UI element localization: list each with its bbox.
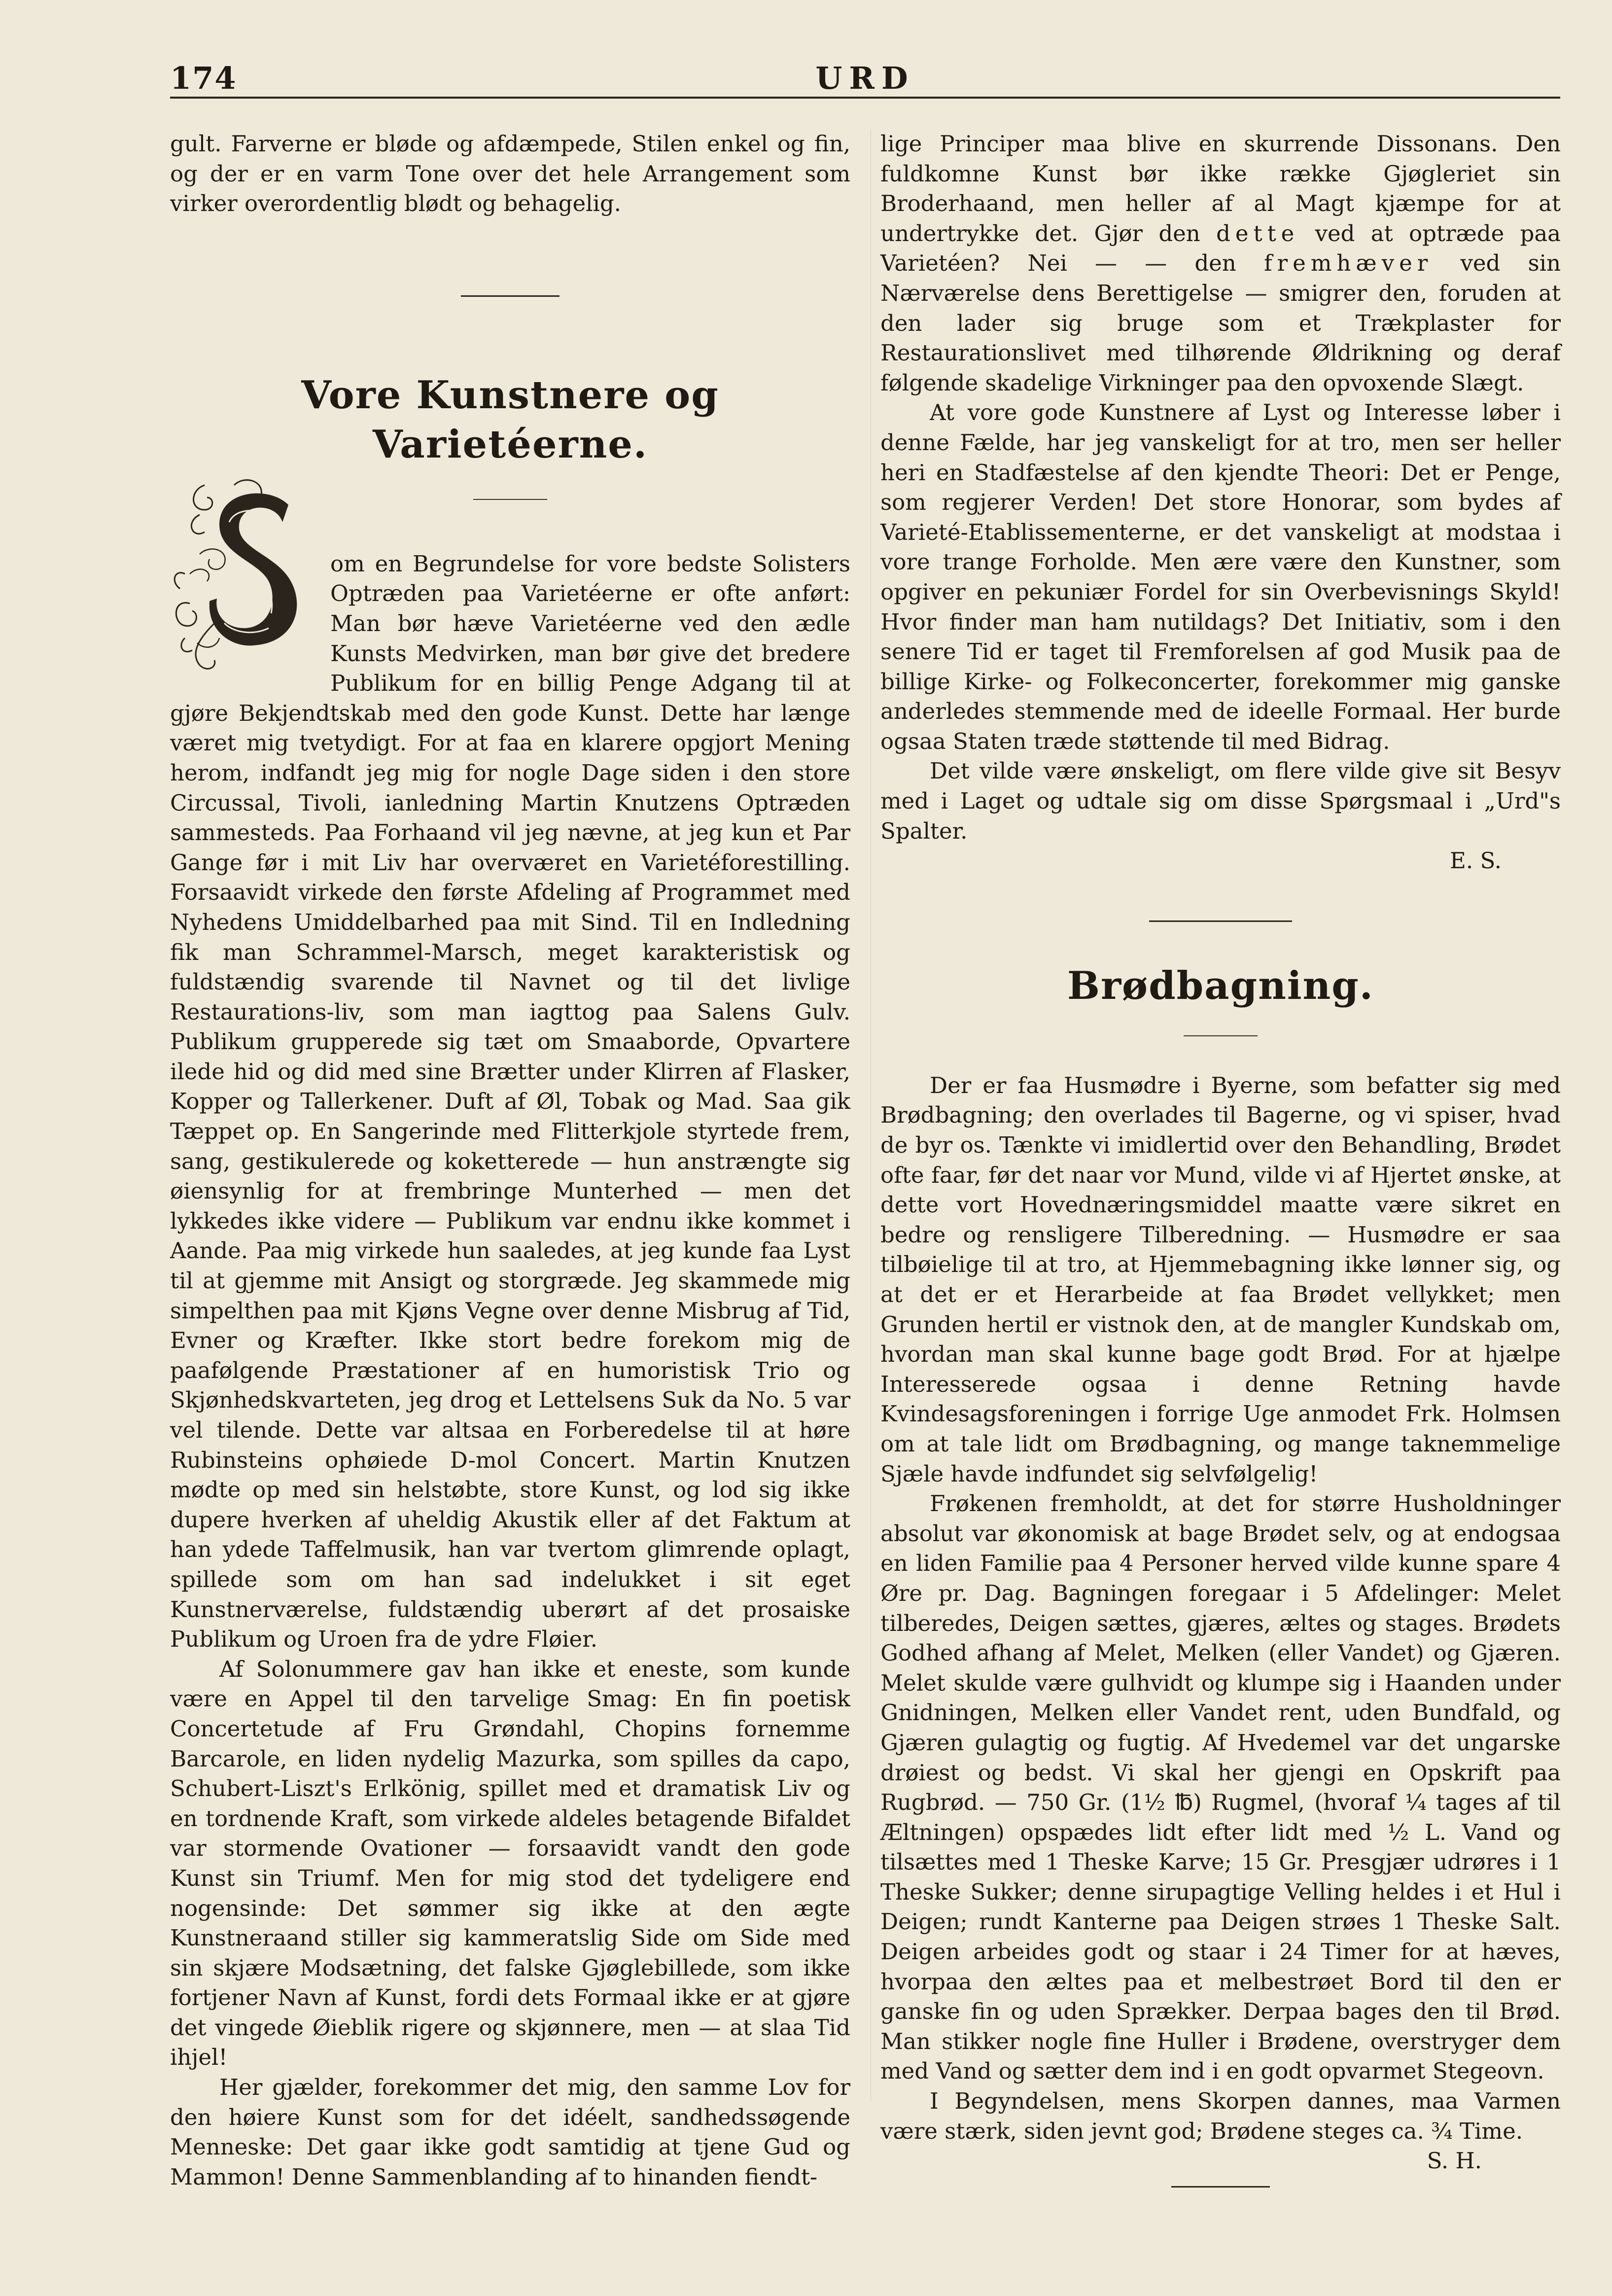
left-column: [170, 129, 850, 2192]
spaced-emphasis: fremhæver: [1263, 250, 1433, 277]
article-paragraph-5: Det vilde være ønskeligt, om flere vilde give sit Besyv med i Laget og udtale sig om disse Spørgsmaal i „Urd"s Spalter.: [880, 758, 1561, 844]
article-paragraph-2: Af Solonummere gav han ikke et eneste, som kunde være en Appel til den tarvelige Smag: En fin poetisk Concertetude af Fru Grøndahl, Chopins fornemme Barcarole, en liden nydelig Mazurka, som spilles da capo, Schubert-Liszt's Erlkönig, spillet med et dramatisk Liv og en tordnende Kraft, som virkede aldeles betagende Bifaldet var stormende Ovationer — forsaavidt vandt den gode Kunst sin Triumf. Men for mig stod det tydeligere end nogensinde: Det sømmer sig ikke at den ægte Kunstneraand stiller sig kammeratslig Side om Side med sin skjære Modsætning, det falske Gjøglebillede, som ikke fortjener Navn af Kunst, fordi dets Formaal ikke er at gjøre det vingede Øieblik rigere og skjønnere, men — at slaa Tid ihjel!: [170, 1656, 850, 2071]
author-signature: E. S.: [1450, 848, 1502, 874]
bread-paragraph-2: Frøkenen fremholdt, at det for større Husholdninger absolut var økonomisk at bage Brødet selv, og at endogsaa en liden Familie paa 4 Personer herved vilde kunne spare 4 Øre pr. Dag. Bagningen foregaar i 5 Afdelinger: Melet tilberedes, Deigen sættes, gjæres, æltes og stages. Brødets Godhed afhang af Melet, Melken (eller Vandet) og Gjæren. Melet skulde være gulhvidt og klumpe sig i Haanden under Gnidningen, Melken eller Vandet rent, uden Bundfald, og Gjæren gulagtig og fugtig. Af Hvedemel var det ungarske drøiest og bedst. Vi skal her gjengi en Opskrift paa Rugbrød. — 750 Gr. (1½ ℔) Rugmel, (hvoraf ¼ tages af til Æltningen) opspædes lidt efter lidt med ½ L. Vand og tilsættes med 1 Theske Karve; 15 Gr. Presgjær udrøres i 1 Theske Sukker; denne sirupagtige Velling heldes i et Hul i Deigen; rundt Kanterne paa Deigen strøes 1 Theske Salt. Deigen arbeides godt og staar i 24 Timer for at hæves, hvorpaa den æltes paa et melbestrøet Bord til den er ganske fin og uden Sprækker. Derpaa bages den til Brød. Man stikker nogle fine Huller i Brødene, overstryger dem med Vand og sætter dem ind i en godt opvarmet Stegeovn.: [880, 1490, 1561, 2084]
author-signature: S. H.: [1427, 2148, 1482, 2174]
article-paragraph-continued: lige Principer maa blive en skurrende Dissonans. Den fuldkomne Kunst bør ikke række Gjøgleriet sin Broderhaand, men heller af al Magt kjæmpe for at undertrykke det. Gjør den dette ved at optræde paa Varietéen? Nei — — den fremhæver ved sin Nærværelse dens Berettigelse — smigrer den, foruden at den lader sig bruge som et Trækplaster for Restaurationslivet med tilhørende Øldrikning og deraf følgende skadelige Virkninger paa den opvoxende Slægt.: [880, 131, 1561, 396]
spaced-emphasis: dette: [1216, 220, 1299, 247]
page-header: [170, 54, 1560, 99]
end-rule: [1171, 2186, 1270, 2188]
intro-paragraph: gult. Farverne er bløde og afdæmpede, Stilen enkel og fin, og der er en varm Tone over det hele Arrangement som virker overordentlig blødt og behagelig.: [170, 131, 850, 217]
article-body: [170, 549, 850, 2192]
page-number: 174: [170, 60, 237, 96]
article-title: Vore Kunstnere og Varietéerne.: [301, 372, 719, 467]
article-paragraph-3: Her gjælder, forekommer det mig, den samme Lov for den høiere Kunst som for det idéelt, sandhedssøgende Menneske: Det gaar ikke godt samtidig at tjene Gud og Mammon! Denne Sammenblanding af to hinanden fiendt-: [170, 2074, 850, 2190]
bread-paragraph-3: I Begyndelsen, mens Skorpen dannes, maa Varmen være stærk, siden jevnt god; Brødene steges ca. ¾ Time.: [880, 2088, 1561, 2144]
right-column: [880, 129, 1561, 2188]
article-title: Brødbagning.: [1067, 963, 1374, 1008]
article-paragraph-4: At vore gode Kunstnere af Lyst og Interesse løber i denne Fælde, har jeg vanskeligt for at tro, men ser heller heri en Stadfæstelse af den kjendte Theori: Det er Penge, som regjerer Verden! Det store Honorar, som bydes af Varieté-Etablissementerne, er det vanskeligt at modstaa i vore trange Forholde. Men ære være den Kunstner, som opgiver en pekuniær Fordel for sin Overbevisnings Skyld! Hvor finder man ham nutildags? Det Initiativ, som i den senere Tid er taget til Fremforelsen af god Musik paa de billige Kirke- og Folkeconcerter, forekommer mig ganske anderledes stemmende med de ideelle Formaal. Her burde ogsaa Staten træde støttende til med Bidrag.: [880, 399, 1561, 754]
bread-paragraph-1: Der er faa Husmødre i Byerne, som befatter sig med Brødbagning; den overlades til Bagerne, og vi spiser, hvad de byr os. Tænkte vi imidlertid over den Behandling, Brødet ofte faar, før det naar vor Mund, vilde vi af Hjertet ønske, at dette vort Hovednæringsmiddel maatte være sikret en bedre og rensligere Tilberedning. — Husmødre er saa tilbøielige til at tro, at Hjemmebagning ikke lønner sig, og at det er et Herarbeide at faa Brødet vellykket; men Grunden hertil er vistnok den, at de mangler Kundskab om, hvordan man skal kunne bage godt Brød. For at hjælpe Interesserede ogsaa i denne Retning havde Kvindesagsforeningen i forrige Uge anmodet Frk. Holmsen om at tale lidt om Brødbagning, og mange taknemmelige Sjæle havde indfundet sig selvfølgelig!: [880, 1072, 1561, 1487]
header-rule: [170, 97, 1560, 99]
article-paragraph-1: om en Begrundelse for vore bedste Solisters Optræden paa Varietéerne er ofte anført: Man bør hæve Varietéerne ved den ædle Kunsts Medvirken, man bør give det bredere Publikum for en billig Penge Adgang til at gjøre Bekjendtskab med den gode Kunst. Dette har længe været mig tvetydigt. For at faa en klarere opgjort Mening herom, indfandt jeg mig for nogle Dage siden i den store Circussal, Tivoli, ianledning Martin Knutzens Optræden sammesteds. Paa Forhaand vil jeg nævne, at jeg kun et Par Gange før i mit Liv har overværet en Varietéforestilling. Forsaavidt virkede den første Afdeling af Programmet med Nyhedens Umiddelbarhed paa mit Sind. Til en Indledning fik man Schrammel-Marsch, meget karakteristisk og fuldstændig svarende til Navnet og til det livlige Restaurations-liv, som man iagttog paa Salens Gulv. Publikum grupperede sig tæt om Smaaborde, Opvartere ilede hid og did med sine Brætter under Klirren af Flasker, Kopper og Tallerkener. Duft af Øl, Tobak og Mad. Saa gik Tæppet op. En Sangerinde med Flitterkjole styrtede frem, sang, gestikulerede og koketterede — hun anstrængte sig øiensynlig for at frembringe Munterhed — men det lykkedes ikke videre — Publikum var endnu ikke kommet i Aande. Paa mig virkede hun saaledes, at jeg kunde faa Lyst til at gjemme mit Ansigt og storgræde. Jeg skammede mig simpelthen paa mit Kjøns Vegne over denne Misbrug af Tid, Evner og Kræfter. Ikke stort bedre forekom mig de paafølgende Præstationer af en humoristisk Trio og Skjønhedskvarteten, jeg drog et Lettelsens Suk da No. 5 var vel tilende. Dette var altsaa en Forberedelse til at høre Rubinsteins ophøiede D-mol Concert. Martin Knutzen mødte op med sin helstøbte, store Kunst, og lod sig ikke dupere hverken af uheldig Akustik eller af det Faktum at han ydede Taffelmusik, han var tvertom glimrende oplagt, spillede som om han sad indelukket i sit eget Kunstnerværelse, fuldstændig uberørt af det prosaiske Publikum og Uroen fra de ydre Fløier.: [170, 550, 850, 1653]
drop-cap-ornament: [170, 475, 320, 677]
running-head: URD: [815, 60, 915, 96]
